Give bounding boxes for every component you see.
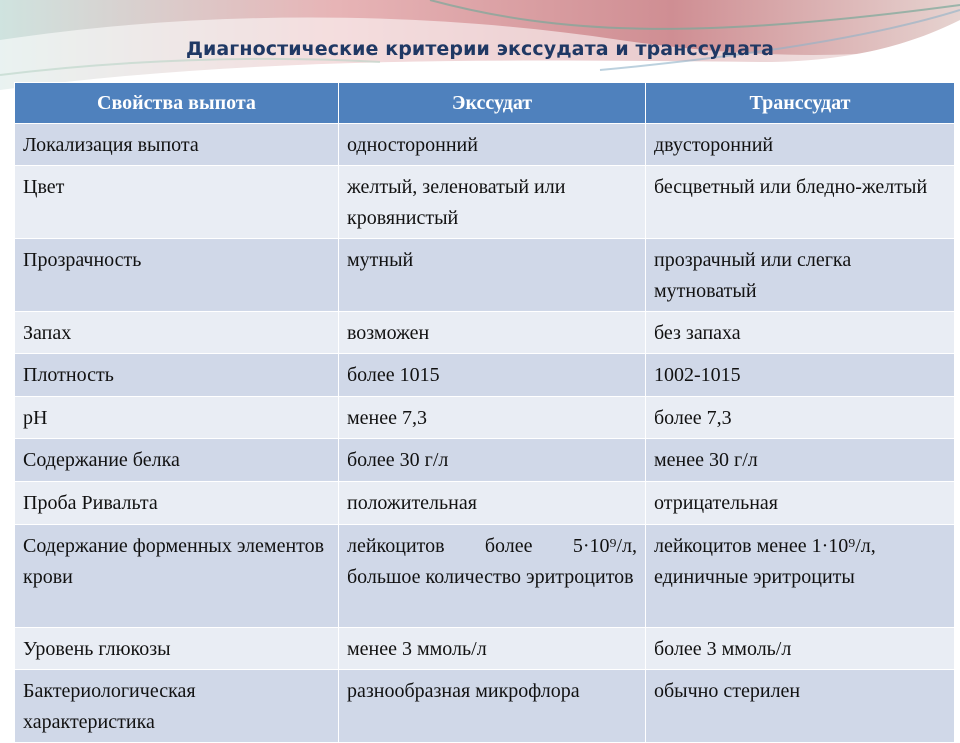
row-property: Локализация выпота: [15, 124, 339, 166]
row-transudate: без запаха: [646, 312, 955, 354]
table-row: [15, 166, 955, 239]
row-property: Проба Ривальта: [15, 482, 339, 525]
row-exudate: односторонний: [339, 124, 646, 166]
row-exudate: мутный: [339, 239, 646, 312]
row-exudate: менее 7,3: [339, 397, 646, 439]
row-property: pH: [15, 397, 339, 439]
criteria-table: [14, 82, 955, 743]
table-row: [15, 482, 955, 525]
row-exudate: разнообразная микрофлора: [339, 670, 646, 743]
table-row: [15, 439, 955, 482]
row-property: Запах: [15, 312, 339, 354]
row-transudate: бесцветный или бледно-желтый: [646, 166, 955, 239]
row-property: Содержание белка: [15, 439, 339, 482]
table-row: [15, 628, 955, 670]
row-property: Уровень глюкозы: [15, 628, 339, 670]
row-exudate: менее 3 ммоль/л: [339, 628, 646, 670]
row-exudate: желтый, зеленоватый или кровянистый: [339, 166, 646, 239]
table-row: [15, 670, 955, 743]
header-properties: Свойства выпота: [15, 83, 339, 124]
row-property: Плотность: [15, 354, 339, 397]
row-exudate: положительная: [339, 482, 646, 525]
header-exudate: Экссудат: [339, 83, 646, 124]
row-property: Цвет: [15, 166, 339, 239]
row-transudate: отрицательная: [646, 482, 955, 525]
row-transudate: лейкоцитов менее 1·10⁹/л, единичные эритроциты: [646, 525, 955, 628]
row-exudate: возможен: [339, 312, 646, 354]
row-transudate: прозрачный или слегка мутноватый: [646, 239, 955, 312]
row-property: Содержание форменных элементов крови: [15, 525, 339, 628]
row-exudate: более 30 г/л: [339, 439, 646, 482]
table-header-row: [15, 83, 955, 124]
table-row: [15, 312, 955, 354]
row-exudate: более 1015: [339, 354, 646, 397]
row-transudate: более 3 ммоль/л: [646, 628, 955, 670]
row-transudate: двусторонний: [646, 124, 955, 166]
header-transudate: Транссудат: [646, 83, 955, 124]
table-row: [15, 525, 955, 628]
row-transudate: 1002-1015: [646, 354, 955, 397]
table-row: [15, 397, 955, 439]
table-row: [15, 354, 955, 397]
table-row: [15, 239, 955, 312]
table-row: [15, 124, 955, 166]
row-transudate: менее 30 г/л: [646, 439, 955, 482]
row-exudate: лейкоцитов более 5·10⁹/л, большое количество эритроцитов: [339, 525, 646, 628]
row-property: Бактериологическая характеристика: [15, 670, 339, 743]
row-property: Прозрачность: [15, 239, 339, 312]
row-transudate: обычно стерилен: [646, 670, 955, 743]
slide-title: Диагностические критерии экссудата и транссудата: [185, 38, 775, 60]
row-transudate: более 7,3: [646, 397, 955, 439]
